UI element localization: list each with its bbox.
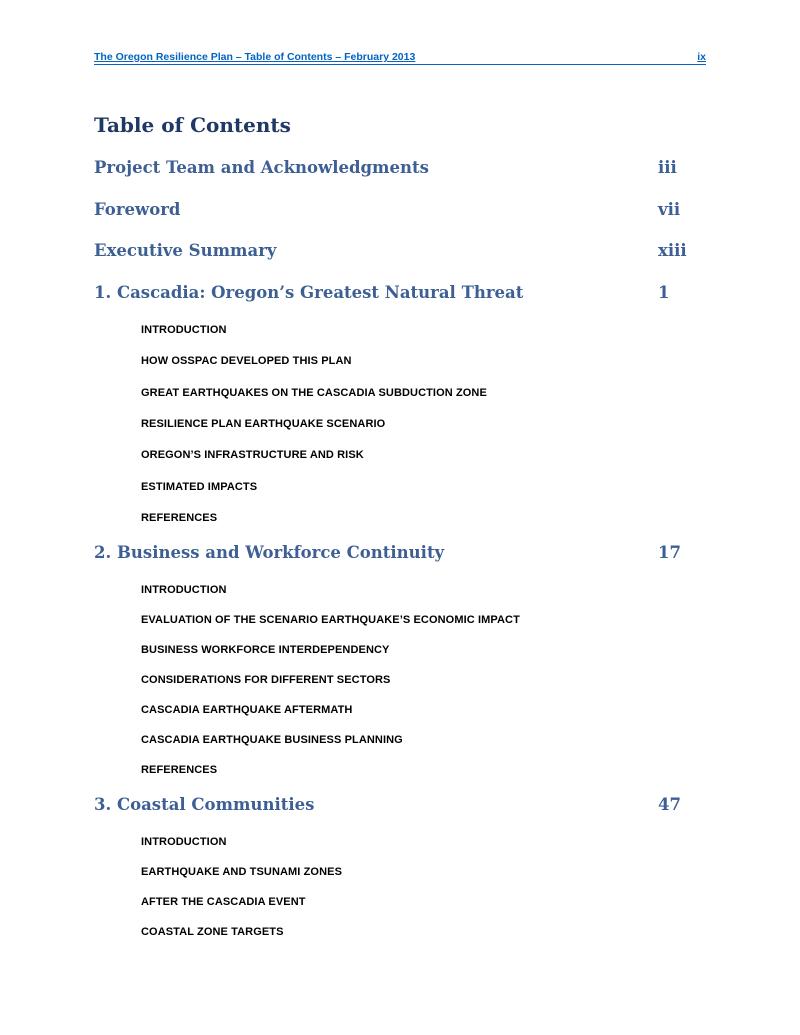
- toc-subsection[interactable]: OREGON’S INFRASTRUCTURE AND RISK: [141, 449, 364, 461]
- toc-entry-acknowledgments[interactable]: [94, 158, 694, 177]
- toc-entry-page: iii: [658, 158, 677, 177]
- toc-entry-chapter-3[interactable]: [94, 795, 694, 814]
- toc-subsection[interactable]: BUSINESS WORKFORCE INTERDEPENDENCY: [141, 644, 390, 656]
- toc-entry-page: 1: [658, 283, 670, 302]
- toc-entry-page: vii: [658, 200, 681, 219]
- toc-entry-label: 3. Coastal Communities: [94, 795, 315, 814]
- toc-subsection[interactable]: GREAT EARTHQUAKES ON THE CASCADIA SUBDUCTION ZONE: [141, 387, 487, 399]
- toc-subsection[interactable]: HOW OSSPAC DEVELOPED THIS PLAN: [141, 355, 352, 367]
- toc-subsection[interactable]: INTRODUCTION: [141, 836, 227, 848]
- running-header: [94, 51, 706, 65]
- toc-entry-foreword[interactable]: [94, 200, 694, 219]
- toc-subsection[interactable]: REFERENCES: [141, 512, 218, 524]
- header-page-number[interactable]: ix: [697, 51, 706, 63]
- page-title: Table of Contents: [94, 113, 291, 137]
- toc-subsection[interactable]: RESILIENCE PLAN EARTHQUAKE SCENARIO: [141, 418, 386, 430]
- toc-entry-label: 2. Business and Workforce Continuity: [94, 543, 445, 562]
- toc-subsection[interactable]: CASCADIA EARTHQUAKE AFTERMATH: [141, 704, 353, 716]
- toc-entry-label: Executive Summary: [94, 241, 277, 260]
- header-title[interactable]: The Oregon Resilience Plan – Table of Contents – February 2013: [94, 51, 416, 63]
- toc-entry-page: 47: [658, 795, 681, 814]
- toc-subsection[interactable]: INTRODUCTION: [141, 324, 227, 336]
- toc-subsection[interactable]: INTRODUCTION: [141, 584, 227, 596]
- toc-entry-page: xiii: [658, 241, 687, 260]
- toc-subsection[interactable]: EVALUATION OF THE SCENARIO EARTHQUAKE’S ECONOMIC IMPACT: [141, 614, 520, 626]
- toc-entry-page: 17: [658, 543, 681, 562]
- toc-entry-label: 1. Cascadia: Oregon’s Greatest Natural Threat: [94, 283, 524, 302]
- toc-subsection[interactable]: CASCADIA EARTHQUAKE BUSINESS PLANNING: [141, 734, 403, 746]
- toc-subsection[interactable]: ESTIMATED IMPACTS: [141, 481, 258, 493]
- toc-entry-chapter-2[interactable]: [94, 543, 694, 562]
- toc-entry-label: Foreword: [94, 200, 181, 219]
- toc-subsection[interactable]: EARTHQUAKE AND TSUNAMI ZONES: [141, 866, 343, 878]
- toc-subsection[interactable]: COASTAL ZONE TARGETS: [141, 926, 284, 938]
- toc-entry-label: Project Team and Acknowledgments: [94, 158, 429, 177]
- toc-subsection[interactable]: CONSIDERATIONS FOR DIFFERENT SECTORS: [141, 674, 391, 686]
- toc-subsection[interactable]: REFERENCES: [141, 764, 218, 776]
- toc-entry-chapter-1[interactable]: [94, 283, 694, 302]
- toc-subsection[interactable]: AFTER THE CASCADIA EVENT: [141, 896, 306, 908]
- toc-entry-executive-summary[interactable]: [94, 241, 694, 260]
